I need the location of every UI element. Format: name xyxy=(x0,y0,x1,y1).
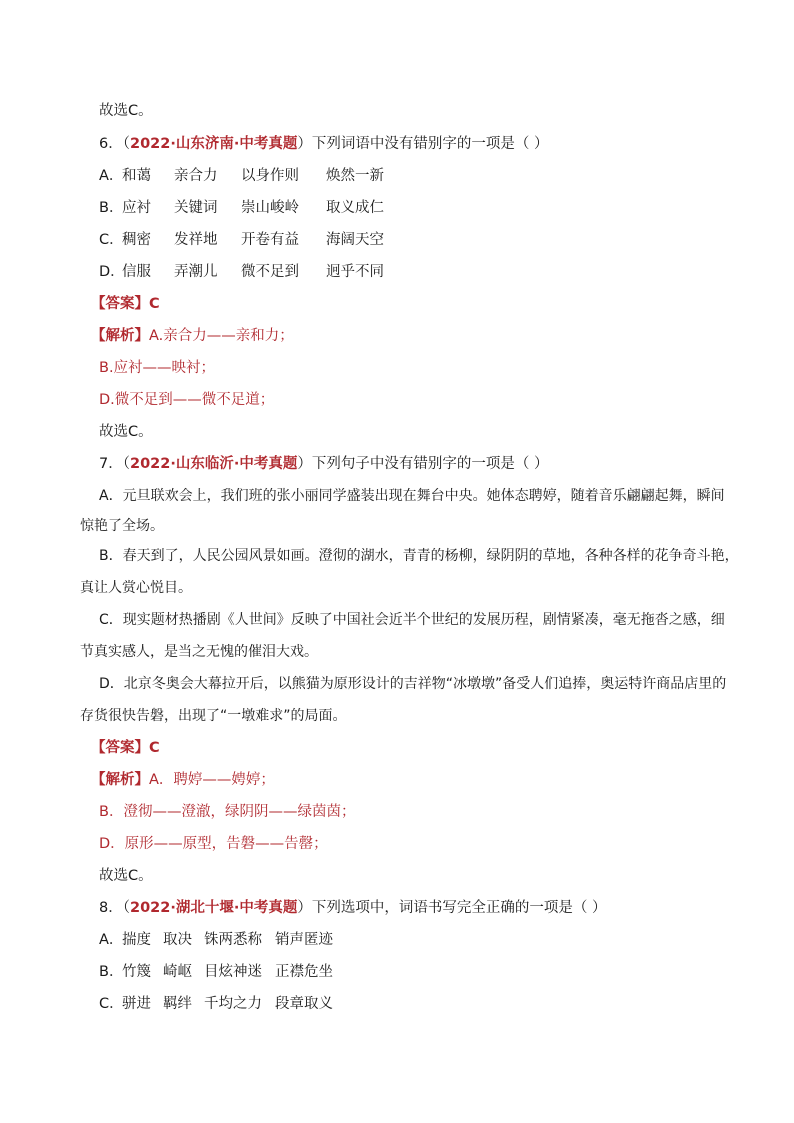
q6-option-c-word-2: 发祥地 xyxy=(174,232,218,248)
q6-option-b-word-4: 取义成仁 xyxy=(326,200,384,216)
q6-option-a xyxy=(99,166,710,186)
q7-source: 2022·山东临沂·中考真题 xyxy=(129,456,298,472)
q7-option-b xyxy=(99,546,739,566)
q8-option-a-word-1: 揣度 xyxy=(122,932,151,948)
q7-conclusion: 故选C。 xyxy=(99,868,153,884)
q6-option-d-word-2: 弄潮儿 xyxy=(174,264,218,280)
q6-conclusion: 故选C。 xyxy=(99,424,153,440)
q6-source-close: ） xyxy=(297,136,312,152)
q6-stem: 下列词语中没有错别字的一项是（ ） xyxy=(311,136,549,152)
q6-option-b-word-2: 关键词 xyxy=(174,200,218,216)
q7-option-a xyxy=(99,486,725,506)
q7-analysis-1 xyxy=(91,770,710,790)
q8-header xyxy=(99,898,710,918)
q6-option-c-word-3: 开卷有益 xyxy=(241,232,299,248)
q7-analysis-line-3: D．原形——原型，告磐——告罄； xyxy=(99,836,328,852)
q7-stem: 下列句子中没有错别字的一项是（ ） xyxy=(311,456,549,472)
q8-option-b-word-2: 崎岖 xyxy=(163,964,192,980)
q8-number: 8． xyxy=(99,900,123,916)
q7-analysis-line-2: B．澄彻——澄澈，绿阴阴——绿茵茵； xyxy=(99,804,356,820)
q6-option-a-label: A． xyxy=(99,168,124,184)
q8-option-c-word-1: 骈进 xyxy=(122,996,151,1012)
q6-number: 6． xyxy=(99,136,123,152)
q6-analysis-line-3: D.微不足到——微不足道； xyxy=(99,392,275,408)
q6-option-a-word-2: 亲合力 xyxy=(174,168,218,184)
q7-analysis-line-1: A．聘婷——娉婷； xyxy=(149,772,275,788)
q6-analysis-line-2: B.应衬——映衬； xyxy=(99,360,216,376)
q6-option-c-word-1: 稠密 xyxy=(122,232,151,248)
q8-source-close: ） xyxy=(297,900,312,916)
q6-option-a-word-4: 焕然一新 xyxy=(326,168,384,184)
q8-option-b-word-3: 目炫神迷 xyxy=(204,964,262,980)
q7-answer-value: C xyxy=(149,740,160,756)
q6-option-d xyxy=(99,262,710,282)
q8-option-b-word-4: 正襟危坐 xyxy=(275,964,333,980)
q6-analysis-line-1: A.亲合力——亲和力； xyxy=(149,328,294,344)
q7-option-b-line-1: 春天到了，人民公园风景如画。澄彻的湖水，青青的杨柳，绿阴阴的草地，各种各样的花争奇斗艳， xyxy=(122,548,739,564)
q6-option-b-word-1: 应衬 xyxy=(122,200,151,216)
q8-stem: 下列选项中，词语书写完全正确的一项是（ ） xyxy=(311,900,607,916)
q8-option-a xyxy=(99,930,710,950)
q6-analysis-tag: 【解析】 xyxy=(91,328,149,344)
q6-option-b xyxy=(99,198,710,218)
q7-option-c-line-2: 节真实感人，是当之无愧的催泪大戏。 xyxy=(80,644,318,660)
q6-option-c-label: C． xyxy=(99,232,124,248)
q7-option-a-line-2: 惊艳了全场。 xyxy=(80,518,164,534)
q7-option-d xyxy=(99,674,727,694)
q6-option-d-label: D． xyxy=(99,264,125,280)
q8-option-a-label: A． xyxy=(99,932,124,948)
q6-option-c-word-4: 海阔天空 xyxy=(326,232,384,248)
q6-option-b-word-3: 崇山峻岭 xyxy=(241,200,299,216)
q6-option-c xyxy=(99,230,710,250)
q7-answer xyxy=(91,738,710,758)
q8-option-c-word-2: 羁绊 xyxy=(163,996,192,1012)
q7-header xyxy=(99,454,710,474)
q7-source-close: ） xyxy=(297,456,312,472)
q8-option-b xyxy=(99,962,710,982)
q6-answer-tag: 【答案】 xyxy=(91,296,149,312)
q6-answer-value: C xyxy=(149,296,160,312)
q7-option-a-line-1: 元旦联欢会上，我们班的张小丽同学盛装出现在舞台中央。她体态聘婷，随着音乐翩翩起舞，瞬间 xyxy=(122,488,725,504)
q6-source-open: （ xyxy=(122,136,130,152)
q8-option-c-label: C． xyxy=(99,996,124,1012)
q8-source: 2022·湖北十堰·中考真题 xyxy=(129,900,298,916)
q8-option-a-word-3: 铢两悉称 xyxy=(204,932,262,948)
q7-answer-tag: 【答案】 xyxy=(91,740,149,756)
q8-option-a-word-2: 取决 xyxy=(163,932,192,948)
q7-option-c xyxy=(99,610,725,630)
q8-option-a-word-4: 销声匿迹 xyxy=(275,932,333,948)
q8-option-c-word-3: 千均之力 xyxy=(204,996,262,1012)
q6-option-d-word-3: 微不足到 xyxy=(241,264,299,280)
q6-option-a-word-1: 和蔼 xyxy=(122,168,151,184)
q6-option-a-word-3: 以身作则 xyxy=(241,168,299,184)
q6-answer xyxy=(91,294,710,314)
q7-source-open: （ xyxy=(122,456,130,472)
q7-option-c-label: C． xyxy=(99,612,123,628)
q6-header xyxy=(99,134,710,154)
q6-option-d-word-1: 信服 xyxy=(122,264,151,280)
prev-conclusion: 故选C。 xyxy=(99,103,153,119)
q6-analysis-1 xyxy=(91,326,710,346)
q6-source: 2022·山东济南·中考真题 xyxy=(129,136,298,152)
q7-option-a-label: A． xyxy=(99,488,123,504)
q8-option-c xyxy=(99,994,710,1014)
q8-source-open: （ xyxy=(122,900,130,916)
q7-option-d-label: D． xyxy=(99,676,124,692)
q7-option-b-line-2: 真让人赏心悦目。 xyxy=(80,580,192,596)
q7-option-d-line-2: 存货很快告磐，出现了“一墩难求”的局面。 xyxy=(80,708,347,724)
q6-option-b-label: B． xyxy=(99,200,124,216)
q7-number: 7． xyxy=(99,456,123,472)
q7-option-c-line-1: 现实题材热播剧《人世间》反映了中国社会近半个世纪的发展历程，剧情紧凑，毫无拖沓之感，细 xyxy=(122,612,725,628)
q8-option-b-label: B． xyxy=(99,964,124,980)
q7-option-b-label: B． xyxy=(99,548,123,564)
q7-analysis-tag: 【解析】 xyxy=(91,772,149,788)
q6-option-d-word-4: 迥乎不同 xyxy=(326,264,384,280)
q7-option-d-line-1: 北京冬奥会大幕拉开后，以熊猫为原形设计的吉祥物“冰墩墩”备受人们追捧，奥运特许商品店里的 xyxy=(123,676,727,692)
q8-option-b-word-1: 竹篾 xyxy=(122,964,151,980)
q8-option-c-word-4: 段章取义 xyxy=(275,996,333,1012)
